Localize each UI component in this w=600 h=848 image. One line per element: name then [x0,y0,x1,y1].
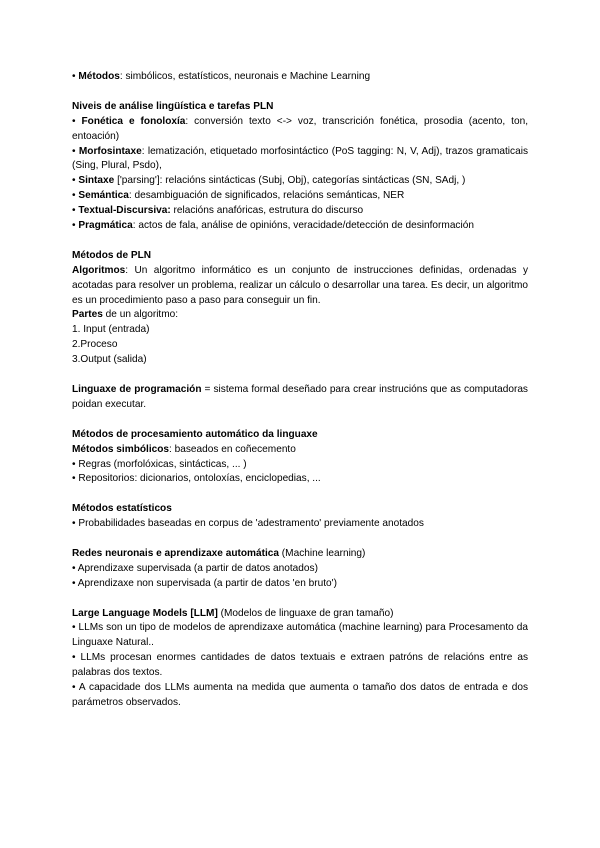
niveis-item: • Fonética e fonoloxía: conversión texto <-> voz, transcrición fonética, prosodia (acento, ton, entoación) [72,115,528,142]
redes-line: Redes neuronais e aprendizaxe automática (Machine learning) [72,547,366,559]
niveis-item: • Morfosintaxe: lematización, etiquetado morfosintáctico (PoS tagging: N, V, Adj), trazos gramaticais (Sing, Plural, Psdo), [72,145,528,172]
redes-item: • Aprendizaxe non supervisada (a partir de datos 'en bruto') [72,577,337,589]
partes-line: Partes de un algoritmo: [72,309,179,321]
metodos-line: • Métodos: simbólicos, estatísticos, neuronais e Machine Learning [72,71,371,82]
simbolicos-line: Métodos simbólicos: baseados en coñecemento [72,443,296,455]
metodos-label: Métodos [78,71,120,82]
simbolicos-item: • Repositorios: dicionarios, ontoloxías, enciclopedias, ... [72,473,321,485]
estatisticos-item: • Probabilidades baseadas en corpus de 'adestramento' previamente anotados [72,518,424,530]
simbolicos-item: • Regras (morfolóxicas, sintácticas, ... ) [72,458,247,470]
partes-item: 1. Input (entrada) [72,324,150,336]
llm-item: • LLMs son un tipo de modelos de aprendizaxe automática (machine learning) para Procesamento da Linguaxe Natural.. [72,622,528,649]
algoritmos-paragraph: Algoritmos: Un algoritmo informático es un conjunto de instrucciones definidas, ordenadas y acotadas para resolver un problema, realizar un cálculo o desarrollar una tarea. Es decir, un algoritmo es un procedimiento paso a paso para conseguir un fin. [72,264,528,306]
niveis-item: • Semántica: desambiguación de significados, relacións semánticas, NER [72,190,405,202]
llm-item: • LLMs procesan enormes cantidades de datos textuais e extraen patróns de relacións entre as palabras dos textos. [72,652,528,679]
estatisticos-heading: Métodos estatísticos [72,503,172,515]
llm-heading: Large Language Models [LLM] (Modelos de linguaxe de gran tamaño) [72,607,394,619]
partes-item: 2.Proceso [72,339,118,351]
niveis-item: • Pragmática: actos de fala, análise de opinións, veracidade/detección de desinformación [72,220,474,232]
redes-item: • Aprendizaxe supervisada (a partir de datos anotados) [72,562,318,574]
procesamento-heading: Métodos de procesamiento automático da linguaxe [72,428,318,440]
llm-item: • A capacidade dos LLMs aumenta na medida que aumenta o tamaño dos datos de entrada e dos parámetros observados. [72,682,528,708]
niveis-item: • Textual-Discursiva: relacións anafóricas, estrutura do discurso [72,205,364,217]
metodos-text: : simbólicos, estatísticos, neuronais e Machine Learning [119,71,371,82]
niveis-heading: Niveis de análise lingüística e tarefas PLN [72,100,274,112]
metodos-pln-heading: Métodos de PLN [72,249,152,261]
niveis-item: • Sintaxe ['parsing']: relacións sintácticas (Subj, Obj), categorías sintácticas (SN, SAdj, ) [72,175,466,187]
linguaxe-paragraph: Linguaxe de programación = sistema formal deseñado para crear instrucións que as computadoras poidan executar. [72,383,528,410]
document-page [72,70,528,711]
partes-item: 3.Output (salida) [72,354,147,366]
